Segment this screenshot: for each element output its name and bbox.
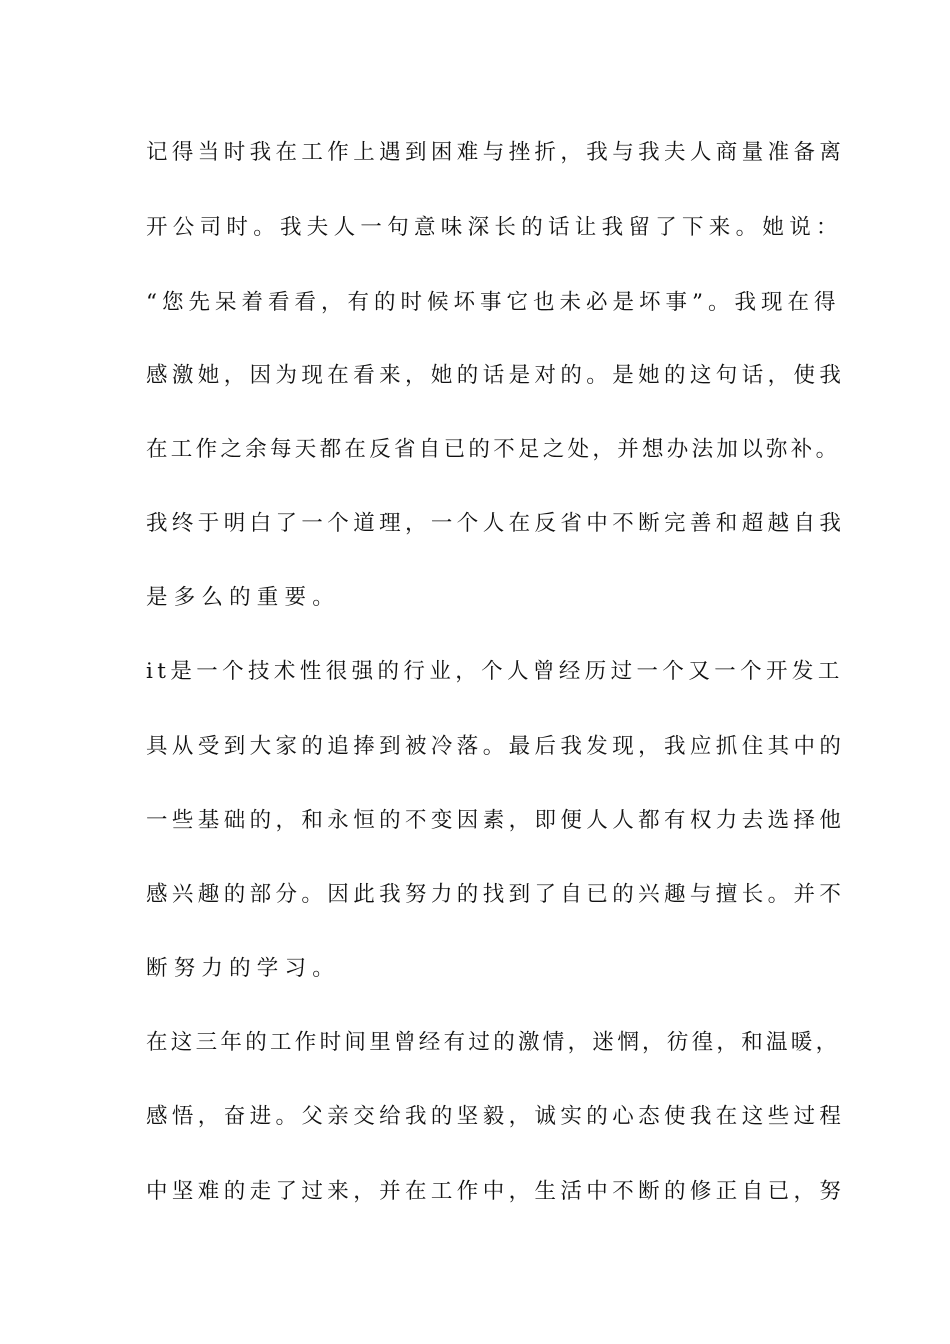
text-line: 中坚难的走了过来，并在工作中，生活中不断的修正自已，努 xyxy=(146,1179,846,1204)
text-line: 感悟，奋进。父亲交给我的坚毅，诚实的心态使我在这些过程 xyxy=(146,1104,846,1129)
text-line: 我终于明白了一个道理，一个人在反省中不断完善和超越自我 xyxy=(146,511,846,536)
text-line: 感兴趣的部分。因此我努力的找到了自已的兴趣与擅长。并不 xyxy=(146,882,846,907)
text-line: 开公司时。我夫人一句意味深长的话让我留了下来。她说： xyxy=(146,215,843,240)
text-line: 一些基础的，和永恒的不变因素，即便人人都有权力去选择他 xyxy=(146,808,846,833)
text-line: 记得当时我在工作上遇到困难与挫折，我与我夫人商量准备离 xyxy=(146,140,846,165)
text-line: 断努力的学习。 xyxy=(146,956,340,981)
text-line: it是一个技术性很强的行业，个人曾经历过一个又一个开发工 xyxy=(146,659,844,684)
text-line: 具从受到大家的追捧到被冷落。最后我发现，我应抓住其中的 xyxy=(146,734,846,759)
text-line: 感激她，因为现在看来，她的话是对的。是她的这句话，使我 xyxy=(146,363,846,388)
text-line: 在工作之余每天都在反省自已的不足之处，并想办法加以弥补。 xyxy=(146,437,841,462)
text-line: 是多么的重要。 xyxy=(146,585,340,610)
text-line: 在这三年的工作时间里曾经有过的激情，迷惘，彷徨，和温暖， xyxy=(146,1030,841,1055)
text-line: “您先呆着看看，有的时候坏事它也未必是坏事”。我现在得 xyxy=(146,290,841,315)
